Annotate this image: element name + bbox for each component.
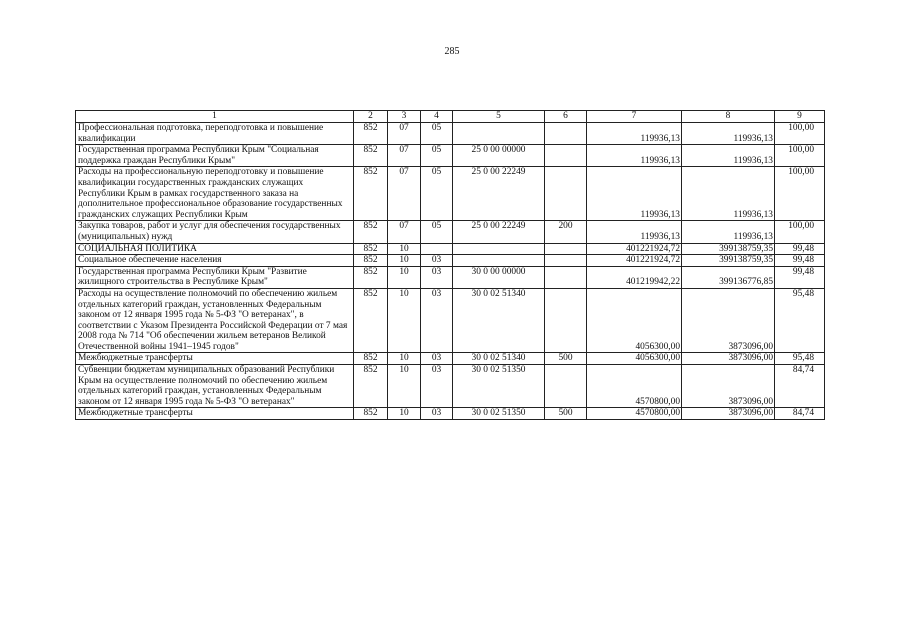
cell-executed-amount: 399136776,85 — [682, 266, 775, 288]
cell-target-article — [453, 123, 545, 145]
header-cell: 5 — [453, 111, 545, 123]
cell-execution-percent: 95,48 — [775, 288, 825, 353]
cell-section-code: 10 — [388, 353, 421, 365]
cell-approved-amount: 119936,13 — [587, 221, 682, 243]
header-cell: 4 — [421, 111, 453, 123]
cell-section-code: 10 — [388, 243, 421, 255]
cell-executed-amount: 3873096,00 — [682, 365, 775, 408]
cell-section-code: 07 — [388, 123, 421, 145]
cell-target-article: 30 0 02 51350 — [453, 408, 545, 420]
row-name: Профессиональная подготовка, переподготовка и повышение квалификации — [76, 123, 354, 145]
cell-execution-percent: 99,48 — [775, 266, 825, 288]
cell-expense-type — [545, 243, 587, 255]
cell-target-article — [453, 243, 545, 255]
table-row — [76, 288, 825, 353]
table-row — [76, 243, 825, 255]
cell-expense-type — [545, 145, 587, 167]
cell-ministry-code: 852 — [354, 167, 388, 221]
cell-expense-type — [545, 167, 587, 221]
cell-approved-amount: 119936,13 — [587, 123, 682, 145]
table-row — [76, 408, 825, 420]
cell-execution-percent: 95,48 — [775, 353, 825, 365]
header-cell: 3 — [388, 111, 421, 123]
cell-expense-type: 500 — [545, 353, 587, 365]
cell-target-article: 25 0 00 22249 — [453, 167, 545, 221]
cell-target-article: 30 0 02 51340 — [453, 288, 545, 353]
cell-section-code: 10 — [388, 255, 421, 267]
header-cell: 9 — [775, 111, 825, 123]
cell-ministry-code: 852 — [354, 123, 388, 145]
row-name: Расходы на осуществление полномочий по обеспечению жильем отдельных категорий граждан, установленных Федеральным законом от 12 января 1995 года № 5-ФЗ "О ветеранах", в соответствии с Указом Президента Российской Федерации от 7 мая 2008 года № 714 "Об обеспечении жильем ветеранов Великой Отечественной войны 1941–1945 годов" — [76, 288, 354, 353]
cell-subsection-code: 03 — [421, 266, 453, 288]
cell-approved-amount: 119936,13 — [587, 167, 682, 221]
cell-approved-amount: 119936,13 — [587, 145, 682, 167]
table-row — [76, 365, 825, 408]
row-name: Закупка товаров, работ и услуг для обеспечения государственных (муниципальных) нужд — [76, 221, 354, 243]
cell-executed-amount: 3873096,00 — [682, 408, 775, 420]
cell-expense-type — [545, 255, 587, 267]
table-row — [76, 123, 825, 145]
cell-approved-amount: 401219942,22 — [587, 266, 682, 288]
row-name: Социальное обеспечение населения — [76, 255, 354, 267]
cell-subsection-code: 03 — [421, 288, 453, 353]
cell-ministry-code: 852 — [354, 353, 388, 365]
cell-subsection-code: 05 — [421, 145, 453, 167]
cell-expense-type: 500 — [545, 408, 587, 420]
cell-subsection-code: 05 — [421, 167, 453, 221]
cell-execution-percent: 100,00 — [775, 167, 825, 221]
cell-target-article: 30 0 02 51350 — [453, 365, 545, 408]
row-name: СОЦИАЛЬНАЯ ПОЛИТИКА — [76, 243, 354, 255]
cell-subsection-code — [421, 243, 453, 255]
cell-execution-percent: 99,48 — [775, 243, 825, 255]
cell-expense-type: 200 — [545, 221, 587, 243]
cell-execution-percent: 99,48 — [775, 255, 825, 267]
cell-section-code: 10 — [388, 365, 421, 408]
cell-executed-amount: 3873096,00 — [682, 353, 775, 365]
budget-table — [75, 110, 825, 420]
cell-subsection-code: 03 — [421, 408, 453, 420]
cell-approved-amount: 401221924,72 — [587, 255, 682, 267]
cell-expense-type — [545, 288, 587, 353]
cell-section-code: 07 — [388, 145, 421, 167]
header-cell: 1 — [76, 111, 354, 123]
cell-target-article: 25 0 00 00000 — [453, 145, 545, 167]
cell-executed-amount: 119936,13 — [682, 145, 775, 167]
header-cell: 8 — [682, 111, 775, 123]
cell-execution-percent: 84,74 — [775, 408, 825, 420]
cell-target-article: 30 0 02 51340 — [453, 353, 545, 365]
cell-ministry-code: 852 — [354, 408, 388, 420]
row-name: Межбюджетные трансферты — [76, 353, 354, 365]
cell-execution-percent: 100,00 — [775, 123, 825, 145]
cell-subsection-code: 03 — [421, 255, 453, 267]
cell-approved-amount: 401221924,72 — [587, 243, 682, 255]
header-cell: 6 — [545, 111, 587, 123]
cell-approved-amount: 4570800,00 — [587, 408, 682, 420]
row-name: Субвенции бюджетам муниципальных образований Республики Крым на осуществление полномочий по обеспечению жильем отдельных категорий граждан, установленных Федеральным законом от 12 января 1995 года № 5-ФЗ "О ветеранах" — [76, 365, 354, 408]
cell-ministry-code: 852 — [354, 145, 388, 167]
cell-section-code: 07 — [388, 167, 421, 221]
cell-expense-type — [545, 123, 587, 145]
row-name: Государственная программа Республики Крым "Социальная поддержка граждан Республики Крым" — [76, 145, 354, 167]
cell-section-code: 10 — [388, 266, 421, 288]
cell-execution-percent: 100,00 — [775, 221, 825, 243]
table-header-row — [76, 111, 825, 123]
cell-ministry-code: 852 — [354, 255, 388, 267]
cell-target-article: 25 0 00 22249 — [453, 221, 545, 243]
cell-executed-amount: 3873096,00 — [682, 288, 775, 353]
cell-expense-type — [545, 365, 587, 408]
cell-execution-percent: 100,00 — [775, 145, 825, 167]
cell-subsection-code: 03 — [421, 353, 453, 365]
row-name: Государственная программа Республики Крым "Развитие жилищного строительства в Республике Крым" — [76, 266, 354, 288]
cell-approved-amount: 4056300,00 — [587, 288, 682, 353]
table-row — [76, 266, 825, 288]
table-row — [76, 255, 825, 267]
cell-executed-amount: 119936,13 — [682, 123, 775, 145]
cell-executed-amount: 119936,13 — [682, 167, 775, 221]
cell-approved-amount: 4056300,00 — [587, 353, 682, 365]
cell-subsection-code: 05 — [421, 123, 453, 145]
cell-section-code: 10 — [388, 288, 421, 353]
cell-executed-amount: 399138759,35 — [682, 243, 775, 255]
cell-subsection-code: 03 — [421, 365, 453, 408]
cell-ministry-code: 852 — [354, 288, 388, 353]
cell-target-article — [453, 255, 545, 267]
page-number: 285 — [444, 46, 460, 57]
cell-subsection-code: 05 — [421, 221, 453, 243]
table-row — [76, 167, 825, 221]
row-name: Межбюджетные трансферты — [76, 408, 354, 420]
cell-target-article: 30 0 00 00000 — [453, 266, 545, 288]
cell-executed-amount: 399138759,35 — [682, 255, 775, 267]
cell-approved-amount: 4570800,00 — [587, 365, 682, 408]
cell-ministry-code: 852 — [354, 266, 388, 288]
table-body — [76, 111, 825, 420]
cell-expense-type — [545, 266, 587, 288]
cell-section-code: 07 — [388, 221, 421, 243]
cell-section-code: 10 — [388, 408, 421, 420]
cell-ministry-code: 852 — [354, 243, 388, 255]
cell-ministry-code: 852 — [354, 221, 388, 243]
header-cell: 2 — [354, 111, 388, 123]
table-row — [76, 145, 825, 167]
cell-ministry-code: 852 — [354, 365, 388, 408]
table-row — [76, 353, 825, 365]
cell-executed-amount: 119936,13 — [682, 221, 775, 243]
cell-execution-percent: 84,74 — [775, 365, 825, 408]
table-row — [76, 221, 825, 243]
header-cell: 7 — [587, 111, 682, 123]
row-name: Расходы на профессиональную переподготовку и повышение квалификации государственных гражданских служащих Республики Крым в рамках государственного заказа на дополнительное профессиональное образование государственных гражданских служащих Республики Крым — [76, 167, 354, 221]
